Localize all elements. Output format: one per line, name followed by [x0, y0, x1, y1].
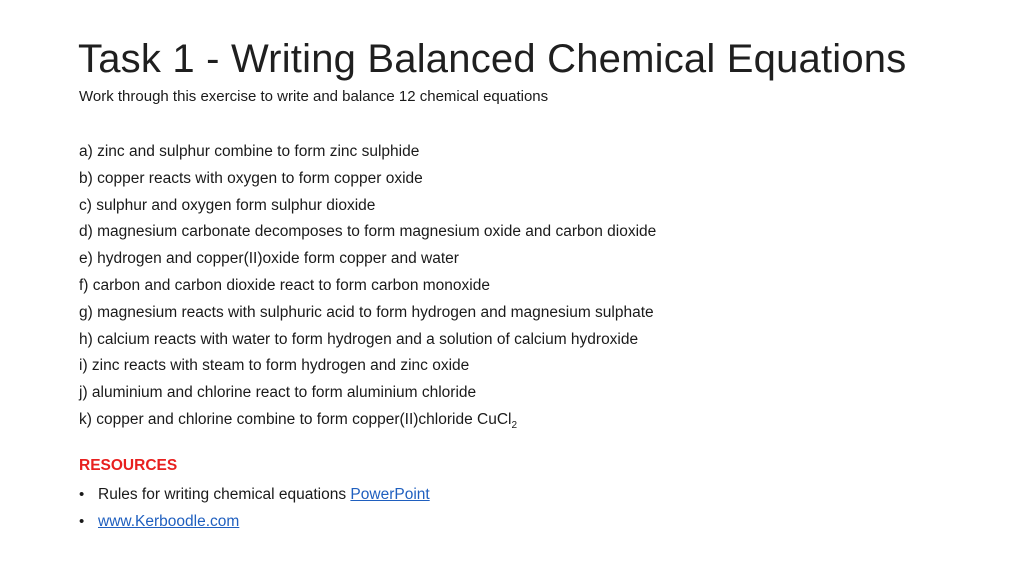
task-item-a: a) zinc and sulphur combine to form zinc sulphide	[79, 143, 420, 160]
task-item-k-subscript: 2	[511, 420, 518, 432]
kerboodle-link[interactable]: www.Kerboodle.com	[98, 513, 240, 530]
resource-item-powerpoint	[79, 481, 430, 508]
task-item-k-text: k) copper and chlorine combine to form copper(II)chloride CuCl	[79, 410, 512, 428]
task-item-e: e) hydrogen and copper(II)oxide form copper and water	[79, 250, 459, 268]
task-item-h: h) calcium reacts with water to form hydrogen and a solution of calcium hydroxide	[79, 330, 639, 348]
task-item-f: f) carbon and carbon dioxide react to form carbon monoxide	[79, 276, 490, 294]
page-subtitle: Work through this exercise to write and balance 12 chemical equations	[79, 88, 549, 105]
task-item-i: i) zinc reacts with steam to form hydrogen and zinc oxide	[79, 357, 470, 375]
task-item-b: b) copper reacts with oxygen to form copper oxide	[79, 169, 423, 187]
task-item-d: d) magnesium carbonate decomposes to form magnesium oxide and carbon dioxide	[79, 223, 657, 241]
resource-item-kerboodle	[79, 508, 430, 535]
resources-heading: RESOURCES	[79, 457, 178, 474]
task-item-j: j) aluminium and chlorine react to form aluminium chloride	[79, 384, 477, 402]
resource-item-text: Rules for writing chemical equations	[98, 486, 351, 503]
task-item-g: g) magnesium reacts with sulphuric acid to form hydrogen and magnesium sulphate	[79, 303, 654, 321]
bullet-icon: •	[79, 513, 85, 530]
page-title: Task 1 - Writing Balanced Chemical Equations	[78, 37, 907, 81]
task-list	[79, 139, 656, 434]
resources-list	[79, 481, 430, 535]
task-item-k	[79, 407, 656, 434]
bullet-icon: •	[79, 486, 85, 503]
task-item-c: c) sulphur and oxygen form sulphur dioxide	[79, 196, 376, 214]
powerpoint-link[interactable]: PowerPoint	[350, 486, 430, 503]
